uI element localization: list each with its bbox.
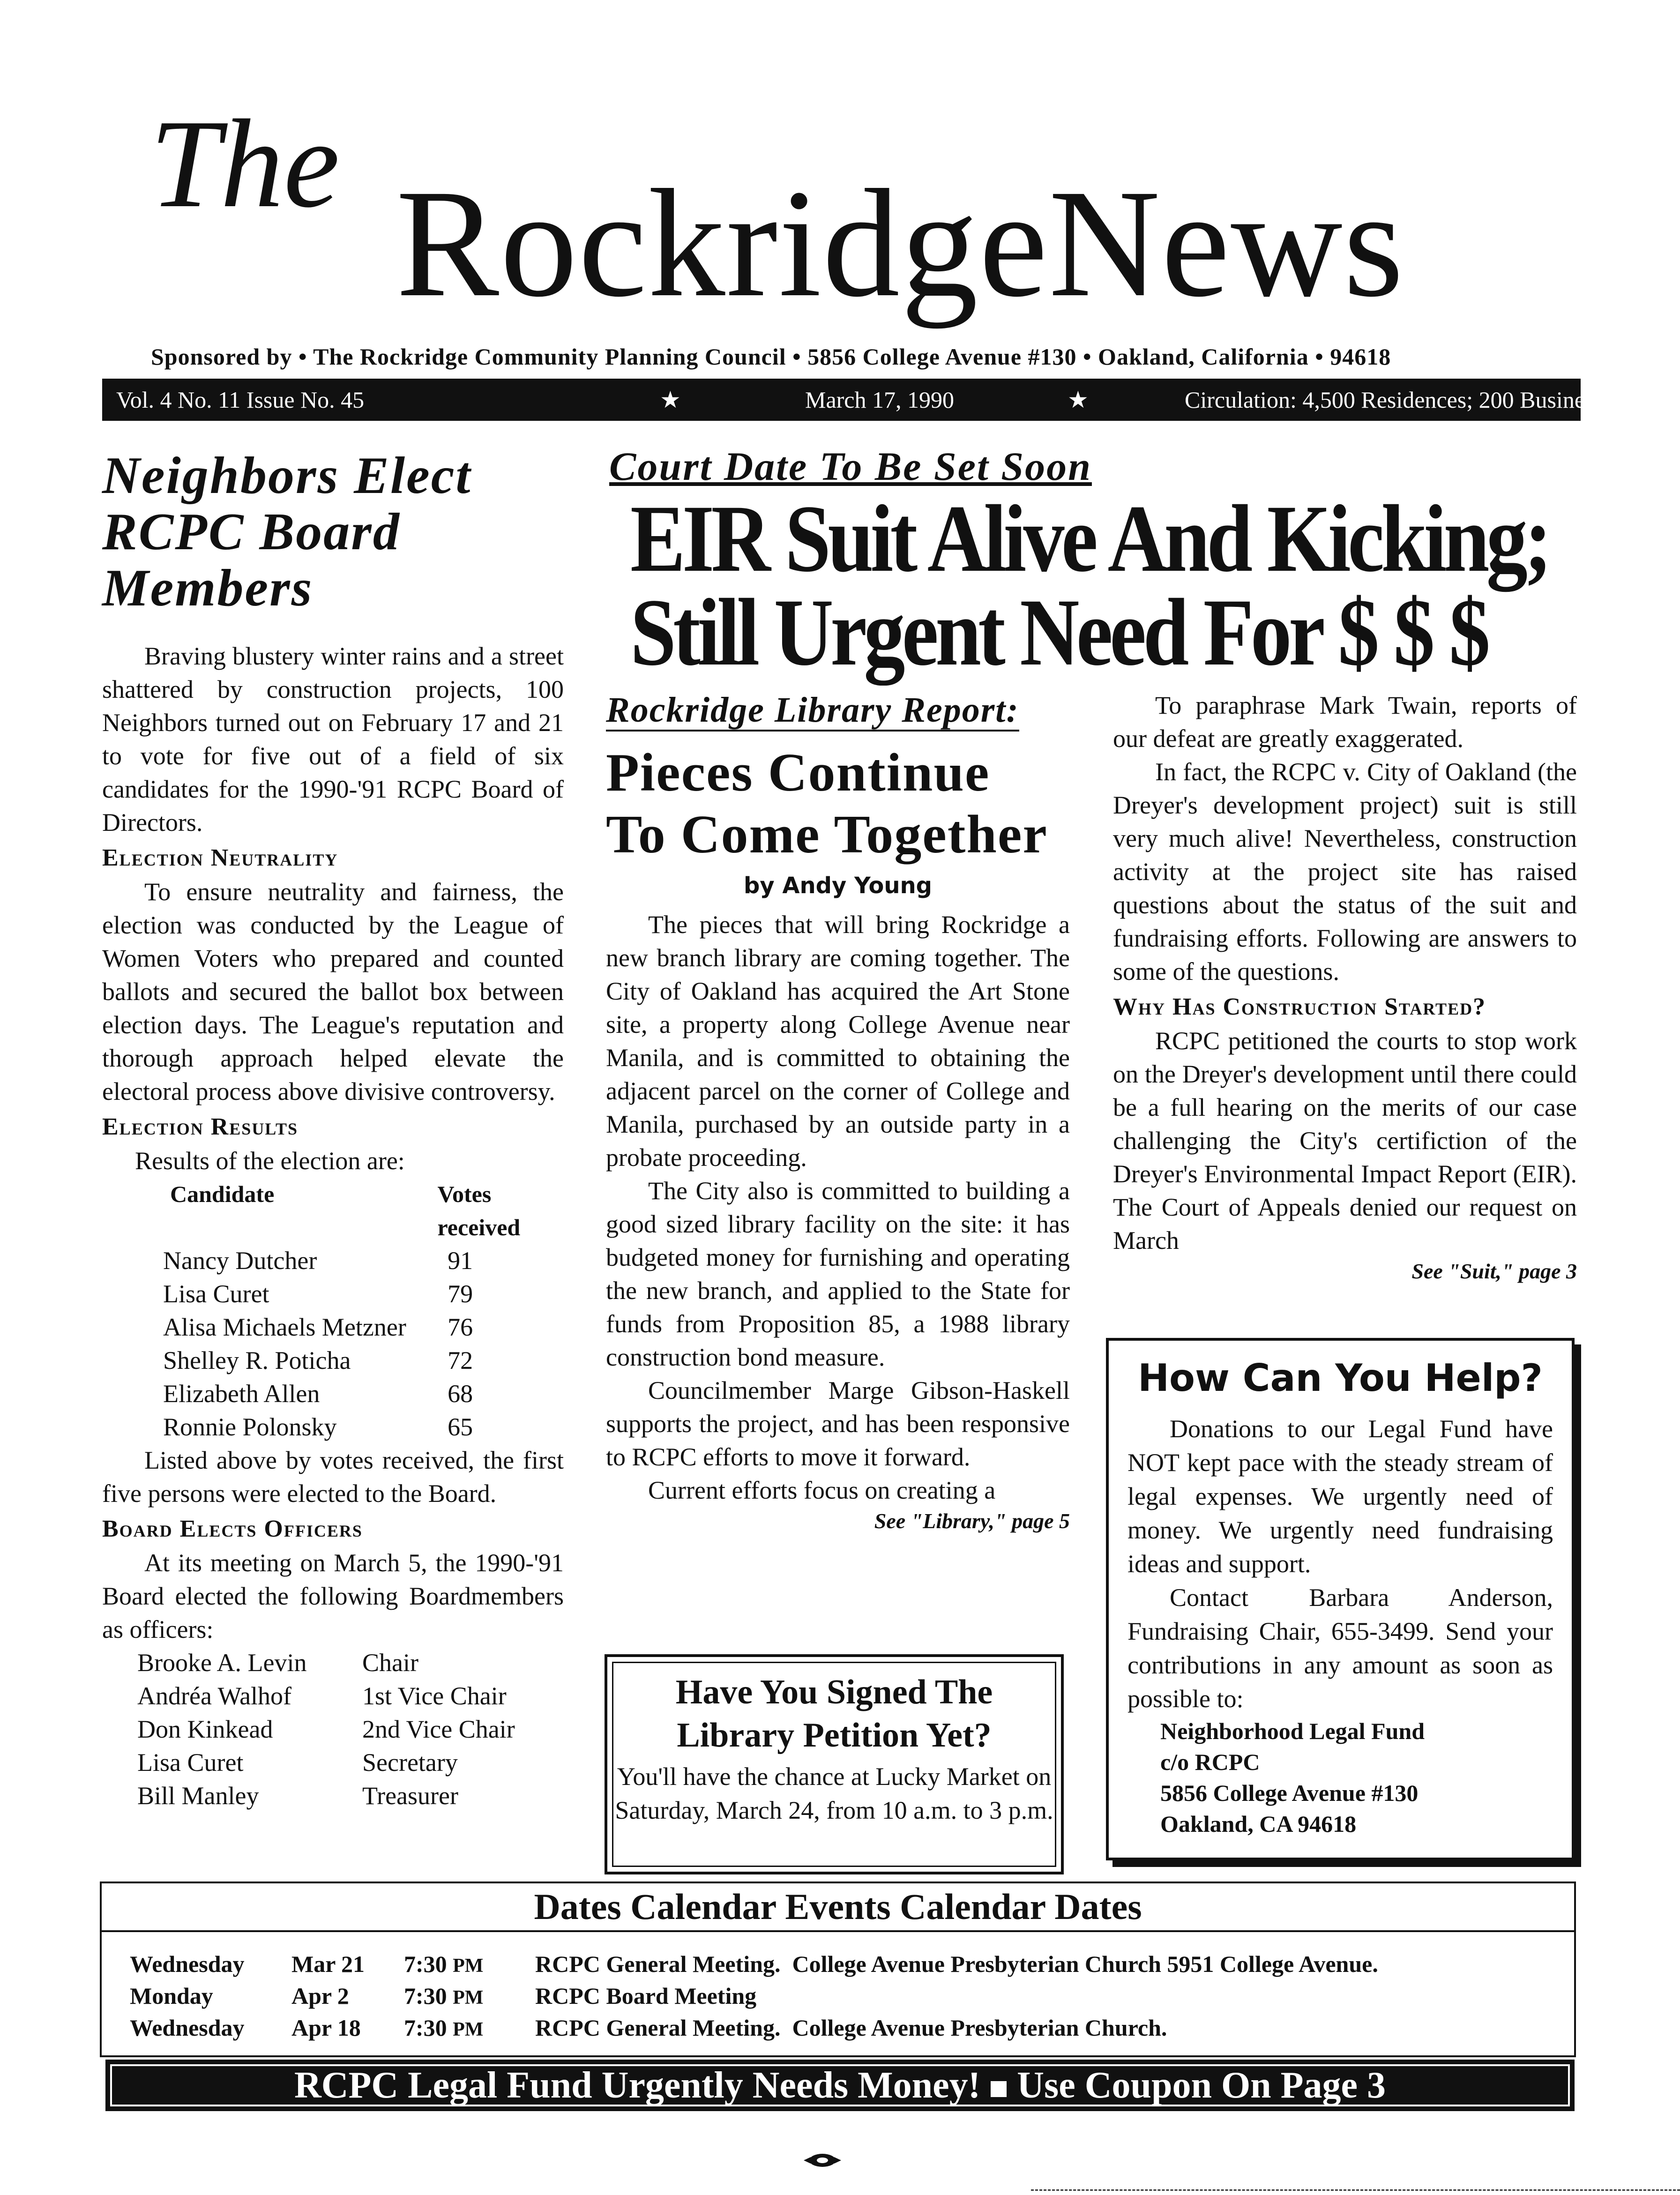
continued-reference: See "Library," page 5	[874, 1509, 1070, 1533]
library-title-line1: Pieces Continue	[606, 743, 990, 803]
subhead-election-neutrality: Election Neutrality	[102, 844, 338, 871]
officer-role: 1st Vice Chair	[362, 1682, 507, 1710]
board-election-article	[102, 640, 564, 1813]
table-row	[149, 1311, 564, 1344]
list-item	[137, 1680, 564, 1713]
list-item	[137, 1779, 564, 1813]
event-time-meridiem: PM	[453, 2019, 484, 2040]
event-date: Apr 2	[291, 1983, 349, 2009]
petition-title: Have You Signed The Library Petition Yet?	[675, 1673, 993, 1755]
candidate-name: Nancy Dutcher	[163, 1247, 317, 1275]
subhead-construction: Why Has Construction Started?	[1113, 993, 1486, 1020]
officer-name: Lisa Curet	[137, 1748, 244, 1777]
issue-date: March 17, 1990	[805, 387, 954, 413]
officer-name: Brooke A. Levin	[137, 1649, 307, 1677]
election-results-table	[149, 1178, 564, 1444]
library-title-line2: To Come Together	[606, 805, 1048, 865]
event-time	[404, 1981, 535, 2013]
event-time-meridiem: PM	[453, 1955, 484, 1977]
help-title: How Can You Help?	[1138, 1356, 1543, 1400]
officer-name: Bill Manley	[137, 1782, 259, 1810]
article-paragraph: Braving blustery winter rains and a street shattered by construction projects, 100 Neighbors turned out on February 17 and 21 to vote for five out of a field of six candidates for the 1990-'91 RCPC Board of Directors.	[102, 642, 564, 836]
byline: by Andy Young	[743, 873, 933, 899]
article-paragraph: The pieces that will bring Rockridge a new branch library are coming together. The City of Oakland has acquired the Art Stone site, a property along College Avenue near Manila, and is committed to obtaining the adjacent parcel on the corner of College and Manila, purchased by an outside party in a probate proceeding.	[606, 911, 1070, 1172]
event-day: Wednesday	[130, 1951, 245, 1977]
officer-role: Secretary	[362, 1748, 458, 1777]
calendar-events	[130, 1949, 1378, 2045]
article-paragraph: Results of the election are:	[135, 1147, 405, 1175]
square-bullet-icon	[991, 2081, 1007, 2097]
suit-article	[1113, 689, 1577, 1285]
event-detail: College Avenue Presbyterian Church.	[792, 2015, 1167, 2041]
calendar-row	[130, 1949, 1378, 1981]
mailing-address	[1160, 1716, 1553, 1839]
issue-info-bar	[102, 379, 1623, 421]
candidate-name: Alisa Michaels Metzner	[163, 1313, 406, 1341]
star-icon: ★	[660, 387, 681, 413]
lead-headline	[630, 485, 1549, 686]
petition-body: You'll have the chance at Lucky Market on Saturday, March 24, from 10 a.m. to 3 p.m.	[615, 1762, 1053, 1824]
library-kicker: Rockridge Library Report:	[606, 694, 1019, 732]
events-calendar	[100, 1881, 1576, 2057]
article-paragraph: Listed above by votes received, the first five persons were elected to the Board.	[102, 1446, 564, 1508]
help-paragraph: Contact Barbara Anderson, Fundraising Chair, 655-3499. Send your contributions in any amount as soon as possible to:	[1127, 1583, 1553, 1713]
calendar-row	[130, 1981, 1378, 2013]
table-row	[149, 1344, 564, 1377]
event-description	[535, 2013, 1167, 2045]
header-votes: Votes received	[437, 1181, 521, 1240]
article-paragraph: The City also is committed to building a good sized library facility on the site: it has budgeted money for furnishing and operating the new branch, and applied to the State for funds from Proposition 85, a 1988 library construction bond measure.	[606, 1177, 1070, 1371]
petition-box	[605, 1654, 1064, 1874]
event-description	[535, 1981, 762, 2013]
how-can-you-help-box	[1106, 1338, 1575, 1860]
event-time-meridiem: PM	[453, 1987, 484, 2008]
event-time-value: 7:30	[404, 1951, 447, 1977]
candidate-votes: 91	[448, 1247, 473, 1275]
results-header-row	[149, 1178, 564, 1244]
event-detail: College Avenue Presbyterian Church 5951 College Avenue.	[792, 1951, 1378, 1977]
event-title: RCPC General Meeting.	[535, 1951, 781, 1977]
volume-issue: Vol. 4 No. 11 Issue No. 45	[116, 387, 365, 413]
event-title: RCPC General Meeting.	[535, 2015, 781, 2041]
event-date: Mar 21	[291, 1951, 365, 1977]
table-row	[149, 1411, 564, 1444]
candidate-votes: 65	[448, 1413, 473, 1441]
list-item	[137, 1746, 564, 1779]
subhead-election-results: Election Results	[102, 1113, 299, 1140]
lead-headline-line1: EIR Suit Alive And Kicking;	[630, 485, 1549, 592]
star-icon: ★	[1068, 387, 1089, 413]
petition-inner-border	[612, 1662, 1056, 1867]
lead-kicker: Court Date To Be Set Soon	[609, 444, 1092, 489]
masthead-title: RockridgeNews	[396, 158, 1405, 329]
officer-role: Chair	[362, 1649, 418, 1677]
article-paragraph: Current efforts focus on creating a	[648, 1476, 996, 1504]
event-day: Monday	[130, 1983, 213, 2009]
candidate-name: Ronnie Polonsky	[163, 1413, 337, 1441]
address-line: 5856 College Avenue #130	[1160, 1780, 1419, 1806]
officer-name: Don Kinkead	[137, 1715, 273, 1743]
address-line: Oakland, CA 94618	[1160, 1811, 1357, 1837]
table-row	[149, 1277, 564, 1311]
event-time-value: 7:30	[404, 1983, 447, 2009]
event-date: Apr 18	[291, 2015, 361, 2041]
candidate-votes: 79	[448, 1280, 473, 1308]
subhead-board-officers: Board Elects Officers	[102, 1516, 363, 1542]
event-time-value: 7:30	[404, 2015, 447, 2041]
article-paragraph: To paraphrase Mark Twain, reports of our defeat are greatly exaggerated.	[1113, 691, 1577, 753]
event-day: Wednesday	[130, 2015, 245, 2041]
list-item	[137, 1646, 564, 1680]
article-paragraph: Councilmember Marge Gibson-Haskell supports the project, and has been responsive to RCPC efforts to move it forward.	[606, 1376, 1070, 1471]
header-candidate: Candidate	[170, 1181, 275, 1207]
officer-role: Treasurer	[362, 1782, 458, 1810]
calendar-title: Dates Calendar Events Calendar Dates	[102, 1883, 1574, 1932]
officer-role: 2nd Vice Chair	[362, 1715, 515, 1743]
candidate-votes: 76	[448, 1313, 473, 1341]
article-paragraph: RCPC petitioned the courts to stop work on the Dreyer's development until there could be a full hearing on the merits of our case challenging the City's certifiction of the Dreyer's Environmental Impact Report (EIR). The Court of Appeals denied our request on March	[1113, 1027, 1577, 1254]
lead-headline-line2: Still Urgent Need For $ $ $	[630, 579, 1487, 686]
continued-reference: See "Suit," page 3	[1411, 1259, 1577, 1283]
article-paragraph: At its meeting on March 5, the 1990-'91 Board elected the following Boardmembers as officers:	[102, 1549, 564, 1643]
candidate-votes: 72	[448, 1346, 473, 1374]
officer-name: Andréa Walhof	[137, 1682, 292, 1710]
help-body	[1127, 1412, 1553, 1839]
event-title: RCPC Board Meeting	[535, 1983, 757, 2009]
officers-list	[137, 1646, 564, 1813]
printer-ornament-icon	[801, 2149, 844, 2172]
event-time	[404, 1949, 535, 1981]
banner-right-text: Use Coupon On Page 3	[1017, 2065, 1386, 2106]
calendar-row	[130, 2013, 1378, 2045]
event-time	[404, 2013, 535, 2045]
address-line: Neighborhood Legal Fund	[1160, 1718, 1425, 1744]
circulation: Circulation: 4,500 Residences; 200 Businesses	[1185, 387, 1623, 413]
scan-artifact-line	[1031, 2189, 1680, 2194]
list-item	[137, 1713, 564, 1746]
table-row	[149, 1244, 564, 1277]
table-row	[149, 1377, 564, 1411]
candidate-name: Shelley R. Poticha	[163, 1346, 351, 1374]
candidate-name: Lisa Curet	[163, 1280, 269, 1308]
candidate-name: Elizabeth Allen	[163, 1380, 320, 1408]
event-description	[535, 1949, 1378, 1981]
board-election-headline: Neighbors Elect RCPC Board Members	[102, 447, 472, 617]
legal-fund-banner	[105, 2060, 1575, 2111]
sponsor-line: Sponsored by • The Rockridge Community Planning Council • 5856 College Avenue #130 • Oakland, California • 94618	[151, 343, 1391, 370]
candidate-votes: 68	[448, 1380, 473, 1408]
banner-left-text: RCPC Legal Fund Urgently Needs Money!	[294, 2065, 981, 2106]
article-paragraph: In fact, the RCPC v. City of Oakland (the Dreyer's development project) suit is still very much alive! Nevertheless, construction activity at the project site has raised questions about the status of the suit and fundraising efforts. Following are answers to some of the questions.	[1113, 758, 1577, 986]
address-line: c/o RCPC	[1160, 1749, 1260, 1775]
library-article	[606, 690, 1070, 1535]
help-paragraph: Donations to our Legal Fund have NOT kept pace with the steady stream of legal expenses. We urgently need of money. We urgently need fundraising ideas and support.	[1127, 1415, 1553, 1578]
article-paragraph: To ensure neutrality and fairness, the election was conducted by the League of Women Voters who prepared and counted ballots and secured the ballot box between election days. The League's reputation and thorough approach helped elevate the electoral process above divisive controversy.	[102, 878, 564, 1105]
masthead-the: The	[150, 94, 340, 234]
